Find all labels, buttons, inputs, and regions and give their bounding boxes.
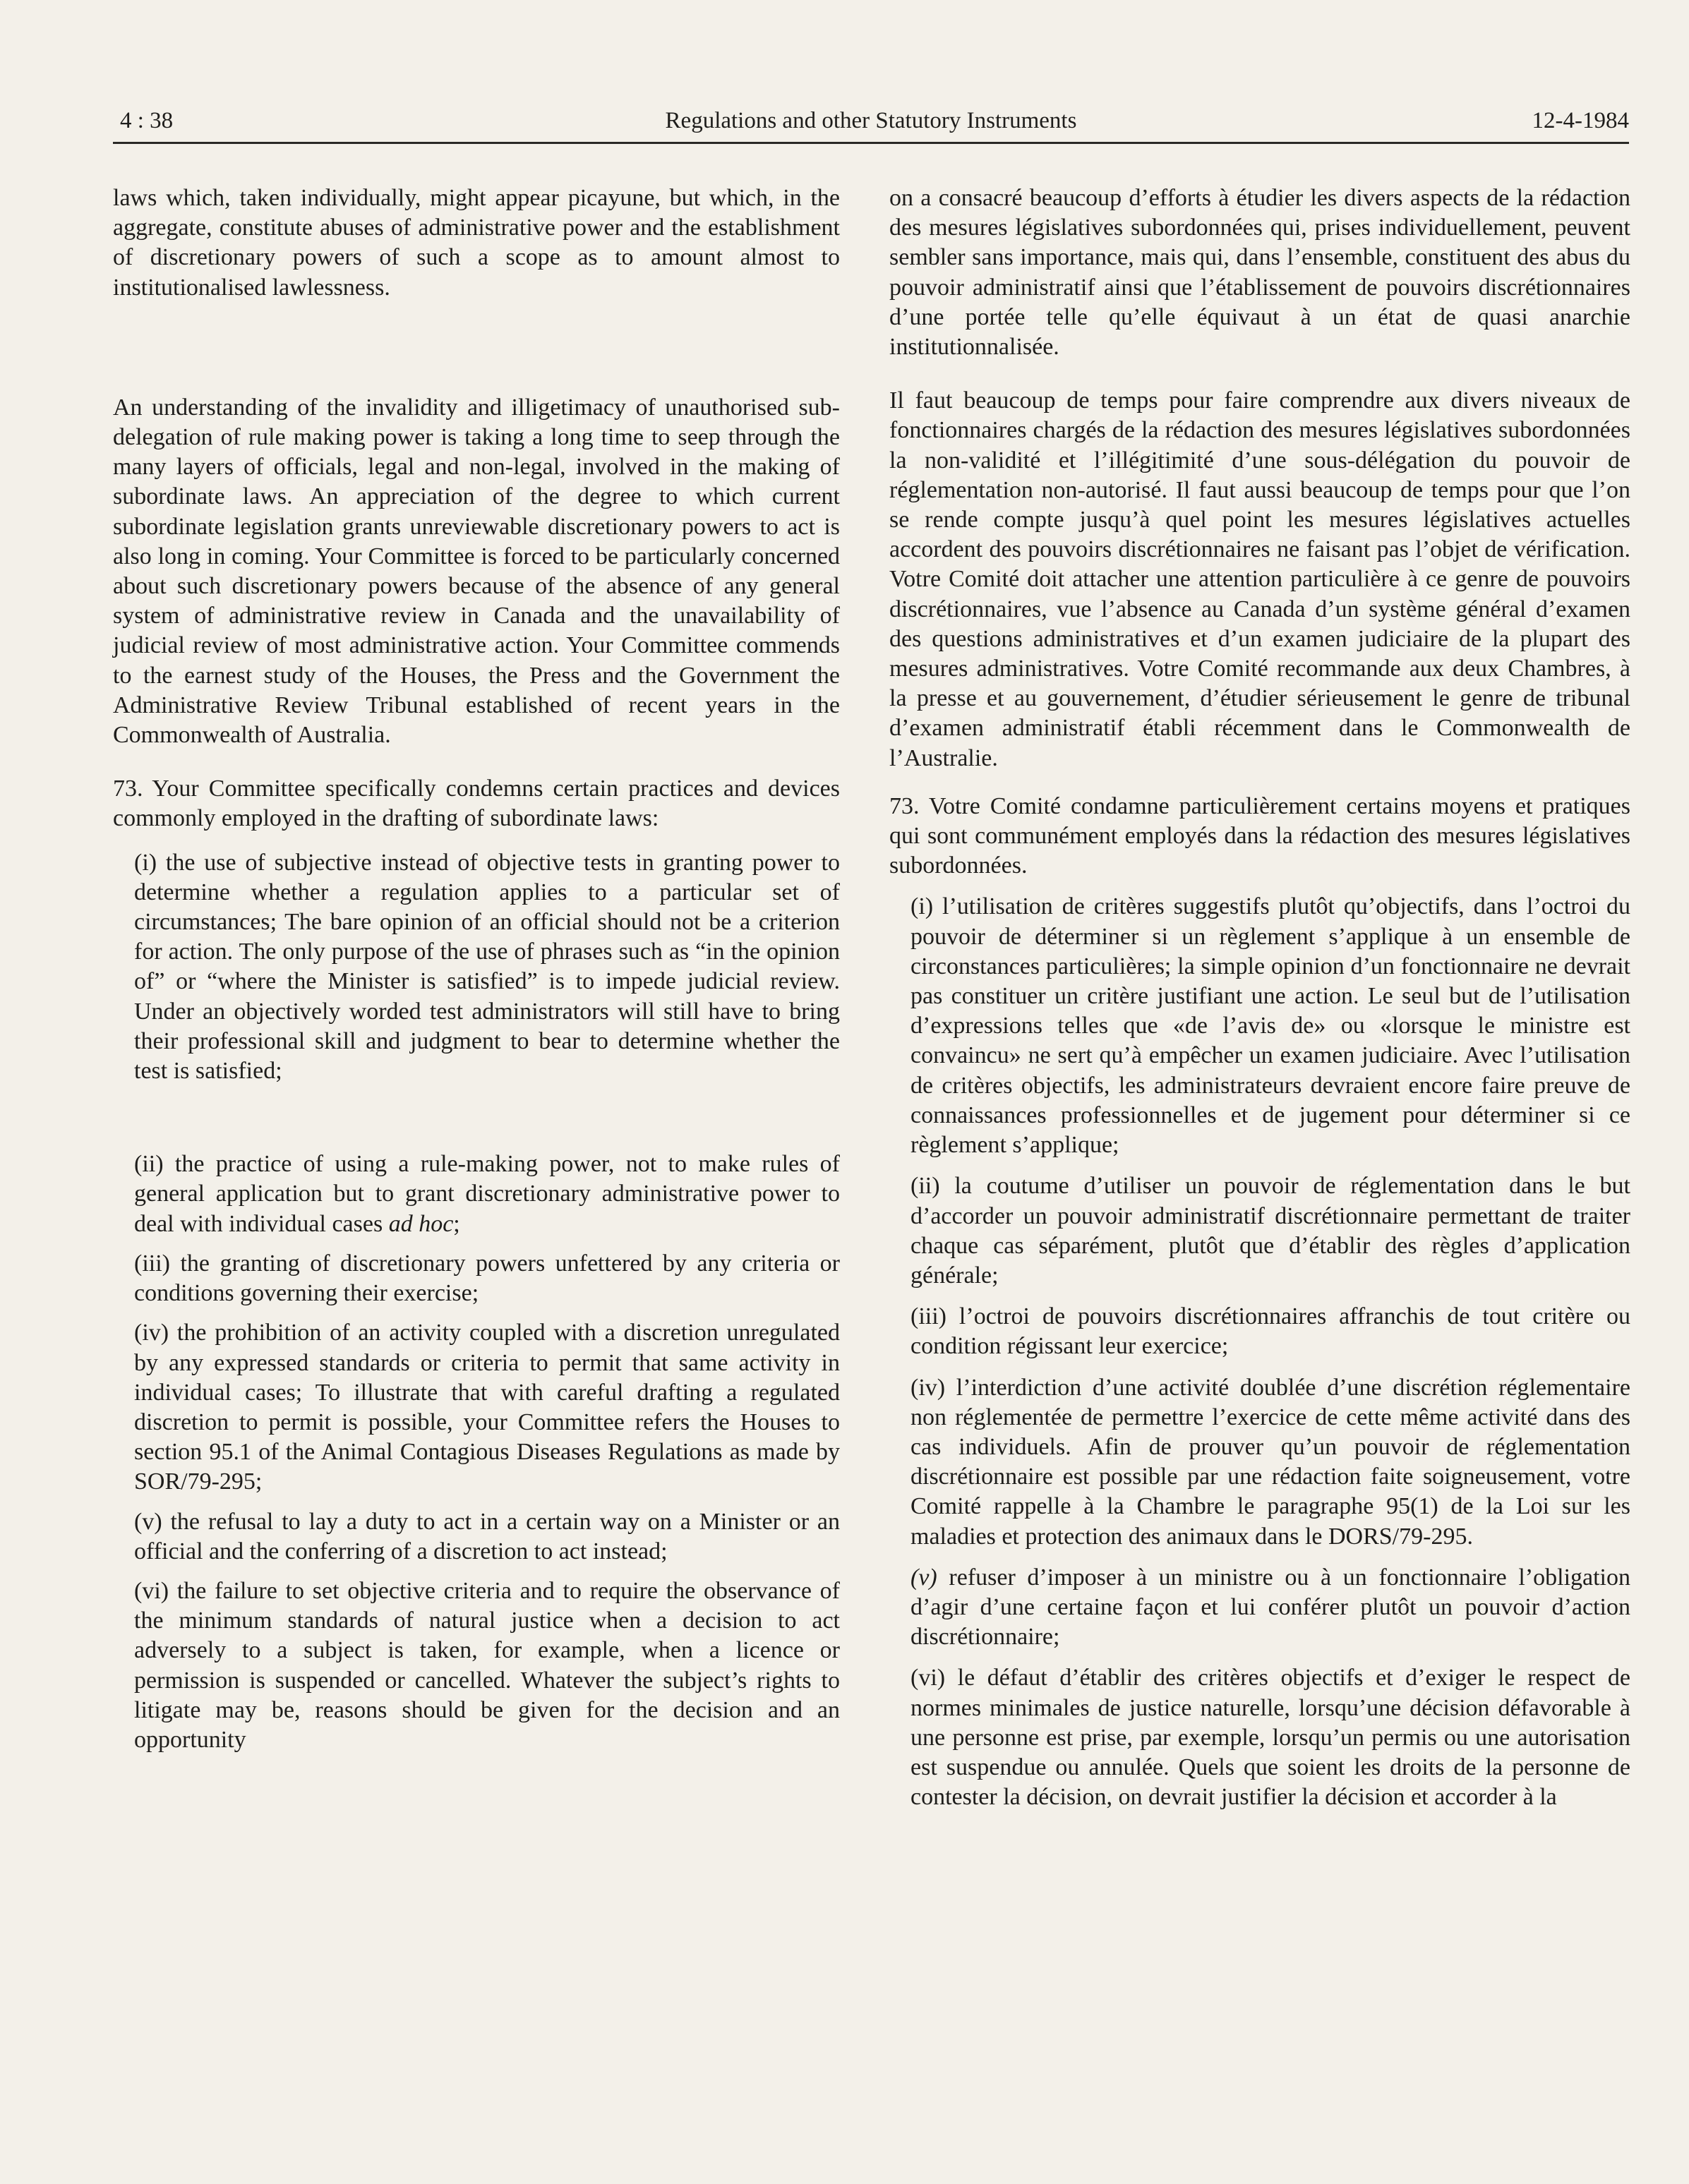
page-header: [113, 102, 1629, 144]
list-item: (iv) the prohibition of an activity coupled with a discretion unregulated by any expressed standards or criteria to permit that same activity in individual cases; To illustrate that with careful drafting a regulated discretion to permit is possible, your Committee refers the Houses to section 95.1 of the Animal Contagious Diseases Regulations as made by SOR/79-295;: [134, 1320, 840, 1495]
paragraph: laws which, taken individually, might appear picayune, but which, in the aggregate, constitute abuses of administrative power and the establishment of discretionary powers of such a scope as to amount almost to institutionalised lawlessness.: [113, 185, 840, 301]
paragraph: on a consacré beaucoup d’efforts à étudier les divers aspects de la rédaction des mesures législatives subordonnées qui, prises individuellement, peuvent sembler sans importance, mais qui, dans l’ensemble, constituent des abus du pouvoir administratif ainsi que l’établissement de pouvoirs discrétionnaires d’une portée telle qu’elle équivaut à un état de quasi anarchie institutionnalisée.: [889, 185, 1630, 361]
list-item: (vi) the failure to set objective criteria and to require the observance of the minimum standards of natural justice when a decision to act adversely to a subject is taken, for example, when a licence or permission is suspended or cancelled. Whatever the subject’s rights to litigate may be, reasons should be given for the decision and an opportunity: [134, 1577, 840, 1753]
paragraph: Il faut beaucoup de temps pour faire comprendre aux divers niveaux de fonctionnaires chargés de la rédaction des mesures législatives subordonnées la non-validité et l’illégitimité d’une sous-délégation du pouvoir de réglementation non-autorisé. Il faut aussi beaucoup de temps pour que l’on se rende compte jusqu’à quel point les mesures législatives actuelles accordent des pouvoirs discrétionnaires ne faisant pas l’objet de vérification. Votre Comité doit attacher une attention particulière à ce genre de pouvoirs discrétionnaires, vue l’absence au Canada d’un système général d’examen des questions administratives et d’un examen judiciaire de la plupart des mesures administratives. Votre Comité recommande aux deux Chambres, à la presse et au gouvernement, d’étudier sérieusement le genre de tribunal d’examen administratif établi récemment dans le Commonwealth de l’Australie.: [889, 387, 1630, 771]
list-item: (vi) le défaut d’établir des critères objectifs et d’exiger le respect de normes minimales de justice naturelle, lorsqu’une décision défavorable à une personne est prise, par exemple, lorsqu’un permis ou une autorisation est suspendue ou annulée. Quels que soient les droits de la personne de contester la décision, on devrait justifier la décision et accorder à la: [910, 1665, 1630, 1811]
punctuation: ;: [453, 1210, 460, 1237]
item-label: (v): [910, 1564, 937, 1591]
list-item: (i) l’utilisation de critères suggestifs plutôt qu’objectifs, dans l’octroi du pouvoir de déterminer si un règlement s’applique à un ensemble de circonstances particulières; la simple opinion d’un fonctionnaire ne devrait pas constituer un critère justifiant une action. Le seul but de l’utilisation d’expressions telles que «de l’avis de» ou «lorsque le ministre est convaincu» ne sert qu’à empêcher un examen judiciaire. Avec l’utilisation de critères objectifs, les administrateurs devraient encore faire preuve de connaissances professionnelles et de jugement pour déterminer si ce règlement s’applique;: [910, 893, 1630, 1159]
list-item: [889, 1563, 1630, 1653]
page-number: 4 : 38: [120, 108, 174, 133]
french-column: [889, 183, 1630, 1812]
list-item-text: refuser d’imposer à un ministre ou à un fonctionnaire l’obligation d’agir d’une certaine façon et lui conférer plutôt un pouvoir d’action discrétionnaire;: [910, 1564, 1630, 1651]
list-item: (iv) l’interdiction d’une activité doublée d’une discrétion réglementaire non réglementée de permettre l’exercice de cette même activité dans des cas individuels. Afin de prouver qu’un pouvoir de réglementation discrétionnaire est possible par une rédaction faite soigneusement, votre Comité rappelle à la Chambre le paragraphe 95(1) de la Loi sur les maladies et protection des animaux dans le DORS/79-295.: [910, 1374, 1630, 1550]
running-title: Regulations and other Statutory Instruments: [665, 108, 1077, 133]
section-73-intro: 73. Your Committee specifically condemns certain practices and devices commonly employed in the drafting of subordinate laws:: [113, 776, 840, 832]
list-item: (iii) l’octroi de pouvoirs discrétionnaires affranchis de tout critère ou condition régissant leur exercice;: [910, 1303, 1630, 1360]
list-item: (v) the refusal to lay a duty to act in a certain way on a Minister or an official and the conferring of a discretion to act instead;: [134, 1508, 840, 1564]
english-column: [113, 183, 840, 1755]
section-73-intro: 73. Votre Comité condamne particulièrement certains moyens et pratiques qui sont communément employés dans la rédaction des mesures législatives subordonnées.: [889, 792, 1630, 879]
italic-term: ad hoc: [388, 1210, 454, 1237]
header-date: 12-4-1984: [1532, 108, 1629, 133]
list-item: (ii) la coutume d’utiliser un pouvoir de réglementation dans le but d’accorder un pouvoir administratif discrétionnaire permettant de traiter chaque cas séparément, plutôt que d’établir des règles d’application générale;: [910, 1173, 1630, 1289]
list-item: (i) the use of subjective instead of objective tests in granting power to determine whether a regulation applies to a particular set of circumstances; The bare opinion of an official should not be a criterion for action. The only purpose of the use of phrases such as “in the opinion of” or “where the Minister is satisfied” is to impede judicial review. Under an objectively worded test administrators will still have to bring their professional skill and judgment to bear to determine whether the test is satisfied;: [134, 849, 840, 1085]
list-item: [113, 1150, 840, 1239]
list-item-text: (ii) the practice of using a rule-making power, not to make rules of general application but to grant discretionary administrative power to deal with individual cases: [134, 1151, 840, 1237]
paragraph: An understanding of the invalidity and illigetimacy of unauthorised sub-delegation of rule making power is taking a long time to seep through the many layers of officials, legal and non-legal, involved in the making of subordinate laws. An appreciation of the degree to which current subordinate legislation grants unreviewable discretionary powers to act is also long in coming. Your Committee is forced to be particularly concerned about such discretionary powers because of the absence of any general system of administrative review in Canada and the unavailability of judicial review of most administrative action. Your Committee commends to the earnest study of the Houses, the Press and the Government the Administrative Review Tribunal established of recent years in the Commonwealth of Australia.: [113, 394, 840, 749]
list-item: (iii) the granting of discretionary powers unfettered by any criteria or conditions governing their exercise;: [134, 1250, 840, 1307]
